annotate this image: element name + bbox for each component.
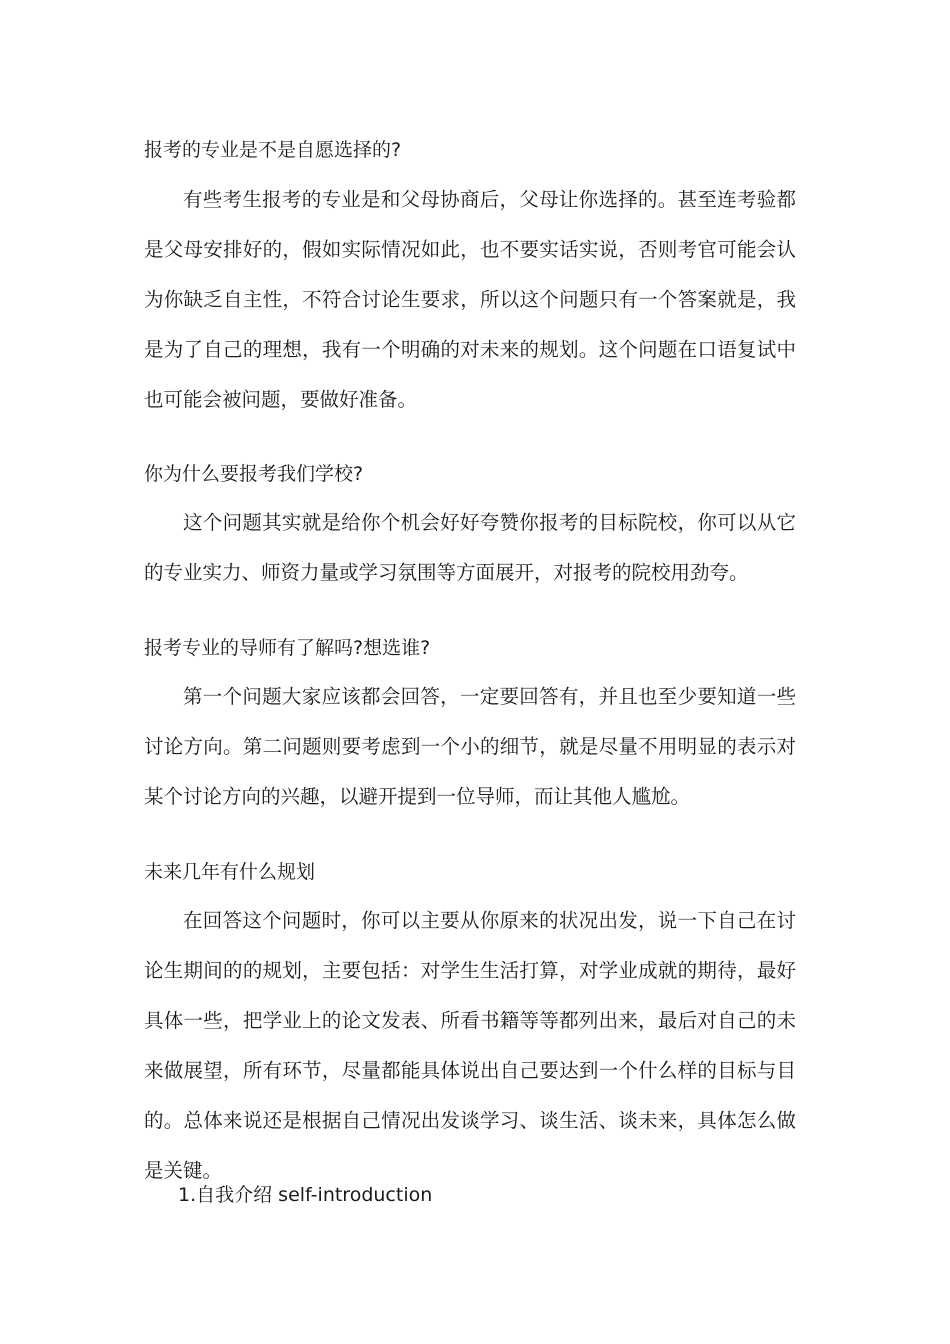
- question-heading-4: 未来几年有什么规划: [144, 861, 316, 883]
- question-heading-3: 报考专业的导师有了解吗?想选谁?: [144, 637, 431, 659]
- answer-paragraph-1: 有些考生报考的专业是和父母协商后，父母让你选择的。甚至连考验都是父母安排好的，假如实际情况如此，也不要实话实说，否则考官可能会认为你缺乏自主性，不符合讨论生要求，所以这个问题只有一个答案就是，我是为了自己的理想，我有一个明确的对未来的规划。这个问题在口语复试中也可能会被问题，要做好准备。: [144, 188, 796, 411]
- answer-paragraph-3: 第一个问题大家应该都会回答，一定要回答有，并且也至少要知道一些讨论方向。第二问题则要考虑到一个小的细节，就是尽量不用明显的表示对某个讨论方向的兴趣，以避开提到一位导师，而让其他人尴尬。: [144, 685, 796, 808]
- answer-paragraph-2: 这个问题其实就是给你个机会好好夸赞你报考的目标院校，你可以从它的专业实力、师资力量或学习氛围等方面展开，对报考的院校用劲夸。: [144, 511, 796, 584]
- answer-paragraph-4: 在回答这个问题时，你可以主要从你原来的状况出发，说一下自己在讨论生期间的的规划，主要包括：对学生生活打算，对学业成就的期待，最好具体一些，把学业上的论文发表、所看书籍等等都列出来，最后对自己的未来做展望，所有环节，尽量都能具体说出自己要达到一个什么样的目标与目的。总体来说还是根据自己情况出发谈学习、谈生活、谈未来，具体怎么做是关键。: [144, 909, 796, 1182]
- numbered-list-item-1: 1.自我介绍 self-introduction: [178, 1184, 433, 1206]
- question-heading-2: 你为什么要报考我们学校?: [144, 463, 364, 485]
- question-heading-1: 报考的专业是不是自愿选择的?: [144, 139, 402, 161]
